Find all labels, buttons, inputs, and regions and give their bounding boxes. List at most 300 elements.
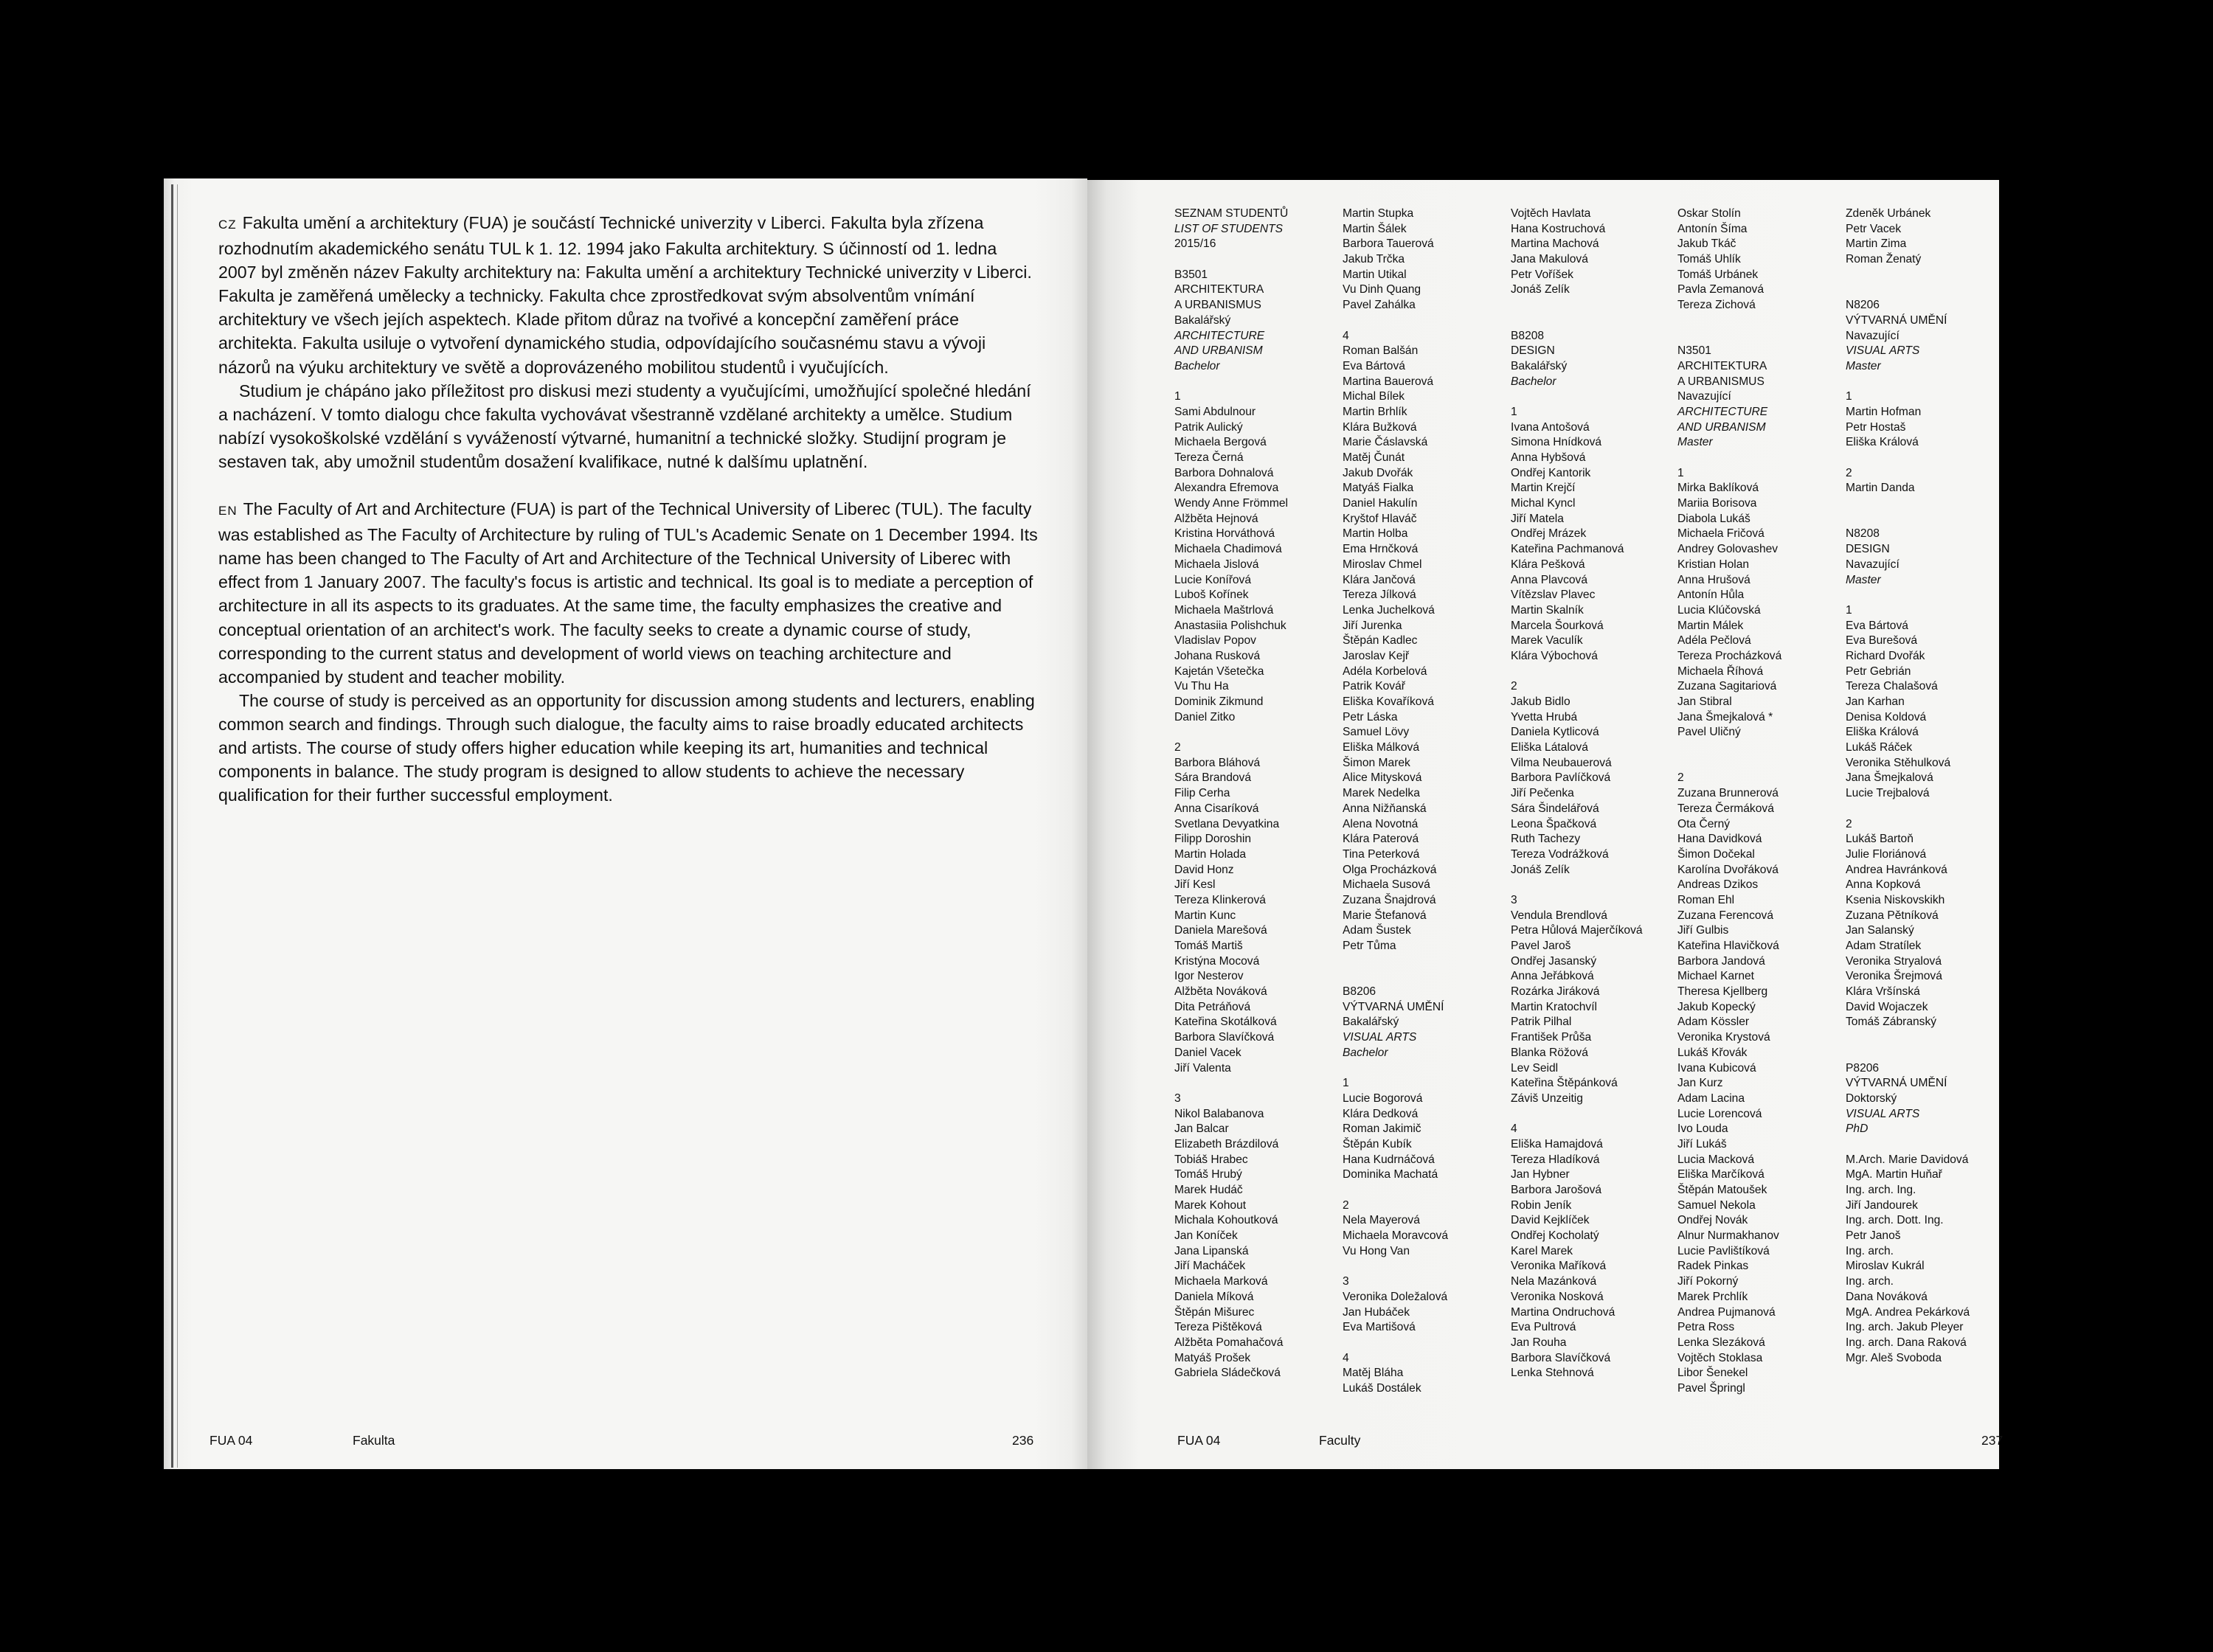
lang-label-en: EN — [218, 504, 238, 518]
list-item: Andrea Havránková — [1846, 863, 1947, 876]
list-item: Jan Karhan — [1846, 695, 1905, 708]
list-item: Jan Hybner — [1511, 1168, 1570, 1181]
list-item: Marek Vaculík — [1511, 634, 1583, 648]
list-item: Ema Hrnčková — [1343, 543, 1419, 556]
list-item: Tereza Vodrážková — [1511, 847, 1609, 861]
list-item-english: AND URBANISM — [1677, 420, 1766, 434]
list-item: 2 — [1174, 741, 1181, 754]
list-spacer — [1677, 451, 1840, 466]
list-item: Tomáš Hrubý — [1174, 1168, 1242, 1181]
list-item: Luboš Kořínek — [1174, 589, 1249, 602]
list-item: Štěpán Kadlec — [1343, 634, 1418, 648]
list-item: Tereza Zichová — [1677, 299, 1756, 312]
list-item: Eva Bártová — [1846, 619, 1908, 632]
list-item: Blanka Röžová — [1511, 1046, 1588, 1059]
list-item: Lukáš Bartoň — [1846, 833, 1914, 846]
list-item: Navazující — [1846, 329, 1899, 342]
list-item: 4 — [1343, 329, 1349, 342]
list-item: Igor Nesterov — [1174, 970, 1244, 983]
list-item: Dominika Machatá — [1343, 1168, 1438, 1181]
list-item: Theresa Kjellberg — [1677, 985, 1768, 999]
list-item: Alžběta Nováková — [1174, 985, 1267, 999]
list-item: Tereza Čermáková — [1677, 802, 1774, 815]
list-item-english: AND URBANISM — [1174, 344, 1263, 358]
list-item: Simona Hnídková — [1511, 436, 1602, 449]
list-item: Sára Šindelářová — [1511, 802, 1599, 815]
list-item: Marie Čáslavská — [1343, 436, 1428, 449]
list-item-english: Bachelor — [1174, 359, 1220, 372]
student-list-column-2 — [1343, 206, 1505, 1397]
list-item: Rozárka Jiráková — [1511, 985, 1600, 999]
list-item: MgA. Andrea Pekárková — [1846, 1305, 1970, 1319]
list-item: Anna Plavcová — [1511, 573, 1588, 586]
list-item: Martin Kunc — [1174, 909, 1236, 922]
student-list-column-3 — [1511, 206, 1673, 1381]
list-item: Jakub Trčka — [1343, 253, 1405, 266]
list-item: Diabola Lukáš — [1677, 512, 1750, 525]
list-item: Zuzana Pětníková — [1846, 909, 1939, 922]
list-item: Petr Láska — [1343, 710, 1398, 723]
list-item: 3 — [1343, 1275, 1349, 1288]
list-item: Jana Šmejkalová — [1846, 771, 1933, 785]
list-spacer — [1343, 1259, 1505, 1274]
list-item: P8206 — [1846, 1061, 1880, 1075]
list-item: Šimon Dočekal — [1677, 847, 1755, 861]
list-item: Hana Kostruchová — [1511, 222, 1606, 235]
list-item: Karel Marek — [1511, 1244, 1573, 1257]
list-item: Daniela Marešová — [1174, 924, 1267, 937]
list-item: Tereza Jílková — [1343, 589, 1416, 602]
list-item: Ing. arch. Jakub Pleyer — [1846, 1321, 1964, 1334]
list-item: Dana Nováková — [1846, 1290, 1928, 1303]
list-item: Lukáš Dostálek — [1343, 1381, 1421, 1395]
list-item: Klára Jančová — [1343, 573, 1416, 586]
list-item: Alžběta Pomahačová — [1174, 1336, 1284, 1349]
list-item: Andrey Golovashev — [1677, 543, 1779, 556]
list-item: Dominik Zikmund — [1174, 695, 1264, 708]
list-item: Ondřej Jasanský — [1511, 954, 1597, 968]
list-item: Matěj Čunát — [1343, 451, 1405, 464]
list-item: Klára Bužková — [1343, 420, 1417, 434]
list-item: Jan Balcar — [1174, 1122, 1229, 1136]
student-list-column-1 — [1174, 206, 1337, 1381]
list-item: Antonín Šíma — [1677, 222, 1748, 235]
list-item: Pavel Jaroš — [1511, 940, 1571, 952]
list-item: Vojtěch Stoklasa — [1677, 1351, 1763, 1364]
list-item: Jakub Bidlo — [1511, 695, 1570, 708]
list-item: N8208 — [1846, 527, 1880, 541]
list-item: Lucie Konířová — [1174, 573, 1252, 586]
list-item: Eliška Králová — [1846, 436, 1919, 449]
list-item-english: VISUAL ARTS — [1343, 1031, 1417, 1044]
list-item: Sára Brandová — [1174, 771, 1252, 785]
list-item: Zuzana Brunnerová — [1677, 787, 1779, 800]
list-item: Tereza Procházková — [1677, 649, 1782, 662]
list-spacer — [1677, 740, 1840, 756]
list-item: Gabriela Sládečková — [1174, 1367, 1281, 1380]
list-item-english: Master — [1846, 359, 1881, 372]
list-item: Veronika Šrejmová — [1846, 970, 1942, 983]
list-item: Vu Dinh Quang — [1343, 283, 1421, 296]
list-item: Jan Hubáček — [1343, 1305, 1410, 1319]
list-item: Alena Novotná — [1343, 817, 1419, 830]
list-item: Leona Špačková — [1511, 817, 1597, 830]
list-spacer — [1511, 1107, 1673, 1122]
list-item: M.Arch. Marie Davidová — [1846, 1153, 1969, 1166]
list-item: Kristian Holan — [1677, 558, 1750, 571]
list-item: Wendy Anne Frömmel — [1174, 497, 1288, 510]
list-item: Lucie Lorencová — [1677, 1107, 1762, 1120]
list-item-english: ARCHITECTURE — [1677, 405, 1768, 418]
list-item: Eliška Marčíková — [1677, 1168, 1764, 1181]
list-item: Anna Hybšová — [1511, 451, 1586, 464]
list-item: Martin Brhlík — [1343, 405, 1407, 418]
list-item: Pavel Uličný — [1677, 726, 1741, 739]
list-item: Jiří Gulbis — [1677, 924, 1729, 937]
list-item: Ondřej Kantorik — [1511, 466, 1591, 479]
list-item: Hana Kudrnáčová — [1343, 1153, 1435, 1166]
list-item: Matěj Bláha — [1343, 1367, 1404, 1380]
list-item: Eva Martišová — [1343, 1321, 1416, 1334]
list-item: Samuel Nekola — [1677, 1198, 1756, 1212]
list-item: Lucia Klúčovská — [1677, 603, 1761, 617]
list-item: Veronika Doležalová — [1343, 1290, 1448, 1303]
list-item: Ksenia Niskovskikh — [1846, 893, 1945, 906]
list-item: Filipp Doroshin — [1174, 833, 1252, 846]
lang-label-cz: CZ — [218, 218, 237, 232]
list-item: Jaroslav Kejř — [1343, 649, 1410, 662]
list-item: Bakalářský — [1511, 359, 1568, 372]
list-item: 1 — [1174, 390, 1181, 403]
list-item: Michala Kohoutková — [1174, 1214, 1278, 1227]
list-item: Ruth Tachezy — [1511, 833, 1581, 846]
list-item: Doktorský — [1846, 1092, 1897, 1105]
list-item: Patrik Pilhal — [1511, 1016, 1572, 1029]
list-item: Eva Bártová — [1343, 359, 1405, 372]
list-item: Richard Dvořák — [1846, 649, 1925, 662]
list-item: Elizabeth Brázdilová — [1174, 1137, 1279, 1150]
list-item-english: Bachelor — [1511, 375, 1556, 388]
list-item: Tina Peterková — [1343, 847, 1420, 861]
list-item: B8206 — [1343, 985, 1376, 999]
list-item: Matyáš Prošek — [1174, 1351, 1251, 1364]
list-spacer — [1343, 1061, 1505, 1077]
list-item: Veronika Nosková — [1511, 1290, 1604, 1303]
list-item: Šimon Marek — [1343, 756, 1410, 769]
list-item: Miroslav Kukrál — [1846, 1260, 1925, 1273]
list-item: Ivana Kubicová — [1677, 1061, 1756, 1075]
list-item: Adam Stratílek — [1846, 940, 1922, 952]
list-item: Jakub Dvořák — [1343, 466, 1413, 479]
list-item: Michaela Fričová — [1677, 527, 1764, 541]
list-item: Michaela Jislová — [1174, 558, 1259, 571]
list-spacer — [1174, 725, 1337, 740]
list-item: Eva Pultrová — [1511, 1321, 1576, 1334]
list-item: Michaela Marková — [1174, 1275, 1268, 1288]
list-item: 2 — [1343, 1198, 1349, 1212]
list-item: Kateřina Skotálková — [1174, 1016, 1277, 1029]
list-item: Ondřej Mrázek — [1511, 527, 1587, 541]
list-item: Kryštof Hlaváč — [1343, 512, 1417, 525]
paragraph-en-1 — [218, 497, 1039, 689]
footer-code-left: FUA 04 — [209, 1433, 253, 1448]
list-item: Martina Machová — [1511, 237, 1599, 251]
list-item: Barbora Jarošová — [1511, 1184, 1602, 1196]
list-item: Klára Vršínská — [1846, 985, 1920, 999]
list-item: Dita Petráňová — [1174, 1000, 1251, 1013]
list-item: Ing. arch. — [1846, 1244, 1894, 1257]
list-item: Martin Hofman — [1846, 405, 1922, 418]
list-item: Lenka Juchelková — [1343, 603, 1435, 617]
list-item: Yvetta Hrubá — [1511, 710, 1578, 723]
list-item: Daniel Vacek — [1174, 1046, 1241, 1059]
list-item: Zdeněk Urbánek — [1846, 207, 1931, 220]
paragraph-text: Fakulta umění a architektury (FUA) je součástí Technické univerzity v Liberci. Fakulta byla zřízena rozhodnutím akademického senátu TUL k 1. 12. 1994 jako Fakulta architektury. S účinností od 1. ledna 2007 byl změněn název Fakulty architektury na: Fakulta umění a architektury Technické univerzity v Liberci. Fakulta je zaměřená umělecky a technicky. Fakulta chce zprostředkovat svým absolventům vnímání architektury ve všech jejích aspektech. Klade přitom důraz na tvořivé a koncepční zaměření práce architekta. Fakulta usiluje o vytvoření dynamického studia, odpovídajícího současnému stavu a vývoji názorů na výuku architektury ve světě a doprovázeného mobilitou studentů i vyučujících. — [218, 213, 1032, 377]
list-spacer — [1846, 1046, 2008, 1061]
list-item: Anna Kopková — [1846, 878, 1921, 892]
list-item: Ota Černý — [1677, 817, 1731, 830]
list-item: Petra Hůlová Majerčíková — [1511, 924, 1643, 937]
list-item: Jiří Lukáš — [1677, 1137, 1727, 1150]
list-item: Barbora Jandová — [1677, 954, 1765, 968]
list-item: Tereza Černá — [1174, 451, 1244, 464]
list-item: Adéla Korbelová — [1343, 664, 1427, 678]
list-item: Jonáš Zelík — [1511, 863, 1570, 876]
list-item: ARCHITEKTURA — [1677, 359, 1767, 372]
list-item: Libor Šenekel — [1677, 1367, 1748, 1380]
list-item: 2 — [1846, 817, 1852, 830]
list-item: Kateřina Hlavičková — [1677, 940, 1779, 952]
list-item: Roman Balšán — [1343, 344, 1419, 358]
list-item: Ivana Antošová — [1511, 420, 1590, 434]
page-number-right: 237 — [1981, 1433, 2004, 1448]
list-item: Ing. arch. — [1846, 1275, 1894, 1288]
list-item: Veronika Stryalová — [1846, 954, 1942, 968]
list-item: DESIGN — [1511, 344, 1555, 358]
list-item: Mgr. Aleš Svoboda — [1846, 1351, 1942, 1364]
list-item: N8206 — [1846, 299, 1880, 312]
list-item: Petr Janoš — [1846, 1229, 1901, 1243]
list-item: A URBANISMUS — [1174, 299, 1261, 312]
list-item: 1 — [1846, 603, 1852, 617]
list-item: Klára Výbochová — [1511, 649, 1598, 662]
list-item: Tomáš Martiš — [1174, 940, 1243, 952]
list-item: Radek Pinkas — [1677, 1260, 1749, 1273]
list-spacer — [1846, 1137, 2008, 1153]
list-item: Samuel Lövy — [1343, 726, 1410, 739]
student-list-column-5 — [1846, 206, 2008, 1366]
list-spacer — [1846, 375, 2008, 390]
list-item: Zuzana Ferencová — [1677, 909, 1774, 922]
list-item: Jiří Pečenka — [1511, 787, 1574, 800]
list-item: 2 — [1846, 466, 1852, 479]
list-item: Nikol Balabanova — [1174, 1107, 1264, 1120]
list-item: Lucie Trejbalová — [1846, 787, 1930, 800]
list-item-english: Master — [1846, 573, 1881, 586]
footer-code-right: FUA 04 — [1177, 1433, 1221, 1448]
list-item: Jan Koníček — [1174, 1229, 1238, 1243]
list-item: Filip Cerha — [1174, 787, 1230, 800]
list-item: Ing. arch. Dana Raková — [1846, 1336, 1967, 1349]
list-item: Daniela Kytlicová — [1511, 726, 1599, 739]
list-item: Veronika Krystová — [1677, 1031, 1770, 1044]
list-item: Eliška Látalová — [1511, 741, 1588, 754]
list-item: Andrea Pujmanová — [1677, 1305, 1776, 1319]
list-item: Robin Jeník — [1511, 1198, 1572, 1212]
list-item: Julie Floriánová — [1846, 847, 1927, 861]
list-item: Štěpán Matoušek — [1677, 1184, 1767, 1196]
list-item: 2 — [1511, 680, 1517, 693]
list-item: 2015/16 — [1174, 237, 1216, 251]
paragraph-cz-1 — [218, 211, 1039, 379]
list-item: Ing. arch. Dott. Ing. — [1846, 1214, 1944, 1227]
list-item-english: Bachelor — [1343, 1046, 1388, 1059]
list-item: Daniel Zitko — [1174, 710, 1236, 723]
list-item: Eva Burešová — [1846, 634, 1918, 648]
list-item: Jiří Jandourek — [1846, 1198, 1918, 1212]
list-item: N3501 — [1677, 344, 1711, 358]
list-item: Jan Salanský — [1846, 924, 1914, 937]
list-item: Lenka Slezáková — [1677, 1336, 1765, 1349]
faculty-description — [218, 211, 1039, 807]
list-item: Kristina Horváthová — [1174, 527, 1275, 541]
list-item: Martina Bauerová — [1343, 375, 1434, 388]
list-item: Petr Tůma — [1343, 940, 1396, 952]
list-item: A URBANISMUS — [1677, 375, 1764, 388]
list-item: Tereza Klinkerová — [1174, 893, 1266, 906]
list-spacer — [1846, 1030, 2008, 1046]
list-item: Petr Gebrián — [1846, 664, 1911, 678]
list-item: Michaela Moravcová — [1343, 1229, 1449, 1243]
list-item: Miroslav Chmel — [1343, 558, 1422, 571]
list-item: Alice Mitysková — [1343, 771, 1422, 785]
list-item: 2 — [1677, 771, 1684, 785]
list-item: Adam Šustek — [1343, 924, 1411, 937]
list-item: VÝTVARNÁ UMĚNÍ — [1846, 313, 1947, 327]
list-item: Alžběta Hejnová — [1174, 512, 1258, 525]
list-item: Martin Skalník — [1511, 603, 1584, 617]
list-item: Anna Hrušová — [1677, 573, 1750, 586]
list-item: Roman Jakimič — [1343, 1122, 1421, 1136]
list-item: Pavel Zahálka — [1343, 299, 1416, 312]
list-spacer — [1343, 1336, 1505, 1351]
list-item: Štěpán Kubík — [1343, 1137, 1412, 1150]
list-item: Olga Procházková — [1343, 863, 1437, 876]
list-item: Denisa Koldová — [1846, 710, 1927, 723]
list-item: Zuzana Šnajdrová — [1343, 893, 1436, 906]
list-spacer — [1846, 496, 2008, 512]
list-item: Kajetán Všetečka — [1174, 664, 1264, 678]
list-item: Petr Hostaš — [1846, 420, 1906, 434]
list-item: Svetlana Devyatkina — [1174, 817, 1280, 830]
list-item: Navazující — [1846, 558, 1899, 571]
list-item: Marek Kohout — [1174, 1198, 1247, 1212]
list-spacer — [1511, 878, 1673, 893]
list-item: Lenka Stehnová — [1511, 1367, 1594, 1380]
list-item: Bakalářský — [1174, 313, 1231, 327]
list-item: Lucie Bogorová — [1343, 1092, 1423, 1105]
list-item: Johana Rusková — [1174, 649, 1261, 662]
list-item: Daniela Míková — [1174, 1290, 1254, 1303]
list-item: David Kejklíček — [1511, 1214, 1590, 1227]
list-item: Martin Málek — [1677, 619, 1744, 632]
list-item: Jonáš Zelík — [1511, 283, 1570, 296]
list-item: VÝTVARNÁ UMĚNÍ — [1343, 1000, 1444, 1013]
list-item: Petra Ross — [1677, 1321, 1735, 1334]
list-item: Anna Nižňanská — [1343, 802, 1427, 815]
list-item: Tomáš Urbánek — [1677, 268, 1759, 281]
list-spacer — [1677, 756, 1840, 771]
list-spacer — [1343, 954, 1505, 970]
list-spacer — [1846, 588, 2008, 603]
list-item: Pavla Zemanová — [1677, 283, 1764, 296]
list-item: 3 — [1511, 893, 1517, 906]
list-item: Lev Seidl — [1511, 1061, 1559, 1075]
list-item: Michael Karnet — [1677, 970, 1755, 983]
list-item: Štěpán Mišurec — [1174, 1305, 1255, 1319]
list-spacer — [1174, 252, 1337, 268]
list-item: Jiří Valenta — [1174, 1061, 1231, 1075]
list-item: Tereza Chalašová — [1846, 680, 1938, 693]
list-item: Martin Šálek — [1343, 222, 1407, 235]
list-item: Nela Mazánková — [1511, 1275, 1597, 1288]
list-item: Roman Ehl — [1677, 893, 1735, 906]
list-item: Martin Holada — [1174, 847, 1247, 861]
list-item: Michaela Bergová — [1174, 436, 1267, 449]
list-item: Michal Kyncl — [1511, 497, 1576, 510]
list-item: Vladislav Popov — [1174, 634, 1256, 648]
page-number-left: 236 — [1012, 1433, 1034, 1448]
list-spacer — [1511, 389, 1673, 405]
list-item-english: LIST OF STUDENTS — [1174, 222, 1284, 235]
list-item: Navazující — [1677, 390, 1731, 403]
list-item: Tomáš Zábranský — [1846, 1016, 1937, 1029]
list-spacer — [1343, 313, 1505, 329]
list-item: Jan Stibral — [1677, 695, 1732, 708]
list-item: ARCHITEKTURA — [1174, 283, 1264, 296]
list-spacer — [1846, 451, 2008, 466]
list-item: MgA. Martin Huňař — [1846, 1168, 1942, 1181]
list-item: Martin Kratochvíl — [1511, 1000, 1597, 1013]
list-item: Ondřej Kocholatý — [1511, 1229, 1599, 1243]
list-item: Alexandra Efremova — [1174, 482, 1279, 495]
list-item: Anna Cisaríková — [1174, 802, 1259, 815]
list-item: Adéla Pečlová — [1677, 634, 1751, 648]
list-item: David Honz — [1174, 863, 1234, 876]
list-item: Pavel Špringl — [1677, 1381, 1745, 1395]
list-item: Hana Davidková — [1677, 833, 1762, 846]
list-item: Michaela Chadimová — [1174, 543, 1282, 556]
list-item: Lukáš Křovák — [1677, 1046, 1748, 1059]
list-item: Nela Mayerová — [1343, 1214, 1420, 1227]
list-item: Mirka Baklíková — [1677, 482, 1759, 495]
list-item: Bakalářský — [1343, 1016, 1399, 1029]
list-item: Klára Dedková — [1343, 1107, 1419, 1120]
footer-section-left: Fakulta — [353, 1433, 395, 1448]
list-item: Klára Pešková — [1511, 558, 1585, 571]
student-list-column-4 — [1677, 206, 1840, 1397]
list-item: Antonín Hůla — [1677, 589, 1745, 602]
list-item: Jiří Macháček — [1174, 1260, 1246, 1273]
list-item: Barbora Tauerová — [1343, 237, 1434, 251]
list-item: Anna Jeřábková — [1511, 970, 1594, 983]
list-item: Martin Zima — [1846, 237, 1907, 251]
list-item: Jiří Pokorný — [1677, 1275, 1739, 1288]
list-item: Záviš Unzeitig — [1511, 1092, 1583, 1105]
list-item: Michaela Říhová — [1677, 664, 1764, 678]
list-item: Mariia Borisova — [1677, 497, 1757, 510]
list-item: Oskar Stolín — [1677, 207, 1741, 220]
